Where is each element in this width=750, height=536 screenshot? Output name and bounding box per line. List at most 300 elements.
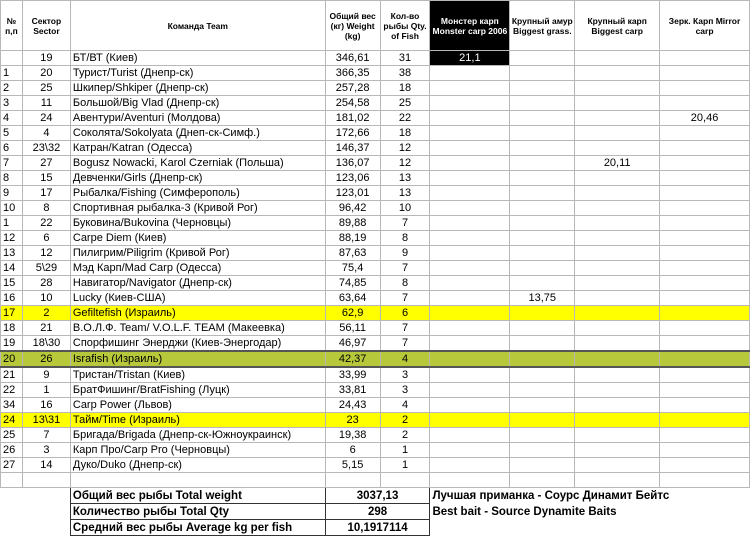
cell-num[interactable]: 12 bbox=[1, 231, 23, 246]
cell-mirror-carp[interactable] bbox=[660, 367, 750, 383]
cell-monster-carp[interactable] bbox=[430, 306, 510, 321]
cell-biggest-grass[interactable] bbox=[510, 398, 575, 413]
cell[interactable] bbox=[430, 520, 750, 536]
cell-biggest-grass[interactable] bbox=[510, 81, 575, 96]
cell-biggest-carp[interactable] bbox=[575, 96, 660, 111]
cell-mirror-carp[interactable] bbox=[660, 276, 750, 291]
cell-team[interactable]: Рыбалка/Fishing (Симферополь) bbox=[70, 186, 325, 201]
cell-weight[interactable]: 42,37 bbox=[325, 351, 380, 367]
cell-monster-carp[interactable] bbox=[430, 231, 510, 246]
cell-weight[interactable]: 56,11 bbox=[325, 321, 380, 336]
cell-biggest-grass[interactable] bbox=[510, 306, 575, 321]
table-row bbox=[1, 201, 750, 216]
cell-biggest-carp[interactable] bbox=[575, 111, 660, 126]
cell-num[interactable]: 21 bbox=[1, 367, 23, 383]
cell-qty[interactable]: 7 bbox=[380, 261, 430, 276]
cell-biggest-grass[interactable] bbox=[510, 141, 575, 156]
col-header-sector[interactable]: Сектор Sector bbox=[22, 1, 70, 51]
cell-weight[interactable]: 123,06 bbox=[325, 171, 380, 186]
cell-biggest-carp[interactable] bbox=[575, 51, 660, 66]
cell-num[interactable]: 9 bbox=[1, 186, 23, 201]
cell-team[interactable]: Gefiltefish (Израиль) bbox=[70, 306, 325, 321]
cell-sector[interactable]: 12 bbox=[22, 246, 70, 261]
cell-team[interactable]: Катран/Katran (Одесса) bbox=[70, 141, 325, 156]
cell-qty[interactable]: 22 bbox=[380, 111, 430, 126]
cell-team[interactable]: Мэд Карп/Mad Carp (Одесса) bbox=[70, 261, 325, 276]
cell-monster-carp[interactable] bbox=[430, 383, 510, 398]
cell-qty[interactable]: 18 bbox=[380, 126, 430, 141]
cell-team[interactable]: Спорфишинг Энерджи (Киев-Энергодар) bbox=[70, 336, 325, 352]
cell-qty[interactable]: 7 bbox=[380, 216, 430, 231]
cell-biggest-grass[interactable] bbox=[510, 126, 575, 141]
cell-sector[interactable]: 24 bbox=[22, 111, 70, 126]
cell-weight[interactable]: 75,4 bbox=[325, 261, 380, 276]
cell-num[interactable]: 3 bbox=[1, 96, 23, 111]
cell-qty[interactable]: 8 bbox=[380, 231, 430, 246]
summary-row-total-weight bbox=[1, 488, 750, 504]
cell-num[interactable]: 14 bbox=[1, 261, 23, 276]
cell-biggest-grass[interactable] bbox=[510, 383, 575, 398]
cell-sector[interactable]: 15 bbox=[22, 171, 70, 186]
cell-team[interactable]: Бригада/Brigada (Днепр-ск-Южноукраинск) bbox=[70, 428, 325, 443]
cell-sector[interactable]: 19 bbox=[22, 51, 70, 66]
cell-qty[interactable]: 38 bbox=[380, 66, 430, 81]
cell[interactable] bbox=[430, 473, 510, 488]
cell-sector[interactable]: 11 bbox=[22, 96, 70, 111]
cell-num[interactable]: 1 bbox=[1, 216, 23, 231]
cell-team[interactable]: Bogusz Nowacki, Karol Czerniak (Польша) bbox=[70, 156, 325, 171]
cell-monster-carp[interactable]: 21,1 bbox=[430, 51, 510, 66]
cell-biggest-grass[interactable] bbox=[510, 201, 575, 216]
cell-sector[interactable]: 17 bbox=[22, 186, 70, 201]
cell-monster-carp[interactable] bbox=[430, 398, 510, 413]
cell-num[interactable]: 15 bbox=[1, 276, 23, 291]
cell-qty[interactable]: 7 bbox=[380, 336, 430, 352]
cell-num[interactable]: 24 bbox=[1, 413, 23, 428]
cell-mirror-carp[interactable] bbox=[660, 383, 750, 398]
cell-weight[interactable]: 346,61 bbox=[325, 51, 380, 66]
cell-sector[interactable]: 23\32 bbox=[22, 141, 70, 156]
cell-biggest-carp[interactable] bbox=[575, 186, 660, 201]
cell-weight[interactable]: 33,81 bbox=[325, 383, 380, 398]
cell-biggest-carp[interactable] bbox=[575, 171, 660, 186]
cell-biggest-grass[interactable] bbox=[510, 156, 575, 171]
cell-qty[interactable]: 6 bbox=[380, 306, 430, 321]
cell-team[interactable]: Lucky (Киев-США) bbox=[70, 291, 325, 306]
cell-team[interactable]: Буковина/Bukovina (Черновцы) bbox=[70, 216, 325, 231]
cell-monster-carp[interactable] bbox=[430, 171, 510, 186]
cell-sector[interactable]: 8 bbox=[22, 201, 70, 216]
cell-biggest-grass[interactable] bbox=[510, 261, 575, 276]
cell[interactable] bbox=[1, 473, 23, 488]
cell-qty[interactable]: 1 bbox=[380, 458, 430, 473]
cell-biggest-grass[interactable] bbox=[510, 171, 575, 186]
cell-biggest-grass[interactable] bbox=[510, 458, 575, 473]
cell-sector[interactable]: 14 bbox=[22, 458, 70, 473]
cell-biggest-carp[interactable] bbox=[575, 351, 660, 367]
table-row bbox=[1, 276, 750, 291]
cell-qty[interactable]: 25 bbox=[380, 96, 430, 111]
cell-biggest-grass[interactable] bbox=[510, 186, 575, 201]
cell[interactable] bbox=[575, 473, 660, 488]
cell-monster-carp[interactable] bbox=[430, 351, 510, 367]
cell-biggest-carp[interactable] bbox=[575, 367, 660, 383]
cell-num[interactable]: 2 bbox=[1, 81, 23, 96]
cell-mirror-carp[interactable] bbox=[660, 261, 750, 276]
cell[interactable] bbox=[22, 473, 70, 488]
cell-biggest-carp[interactable] bbox=[575, 66, 660, 81]
cell-biggest-grass[interactable] bbox=[510, 231, 575, 246]
average-weight-value[interactable]: 10,1917114 bbox=[325, 520, 430, 536]
cell-team[interactable]: Carpe Diem (Киев) bbox=[70, 231, 325, 246]
cell-team[interactable]: В.О.Л.Ф. Team/ V.O.L.F. TEAM (Макеевка) bbox=[70, 321, 325, 336]
cell-biggest-carp[interactable] bbox=[575, 216, 660, 231]
table-row bbox=[1, 246, 750, 261]
cell-num[interactable]: 13 bbox=[1, 246, 23, 261]
cell-num[interactable]: 18 bbox=[1, 321, 23, 336]
cell-mirror-carp[interactable] bbox=[660, 66, 750, 81]
table-row bbox=[1, 216, 750, 231]
cell-sector[interactable]: 22 bbox=[22, 216, 70, 231]
cell-mirror-carp[interactable]: 20,46 bbox=[660, 111, 750, 126]
cell-num[interactable]: 26 bbox=[1, 443, 23, 458]
cell-monster-carp[interactable] bbox=[430, 96, 510, 111]
cell-biggest-carp[interactable] bbox=[575, 81, 660, 96]
cell-biggest-carp[interactable] bbox=[575, 141, 660, 156]
cell-sector[interactable]: 6 bbox=[22, 231, 70, 246]
average-weight-label[interactable]: Средний вес рыбы Average kg per fish bbox=[70, 520, 325, 536]
cell-biggest-carp[interactable] bbox=[575, 231, 660, 246]
cell-biggest-grass[interactable] bbox=[510, 443, 575, 458]
cell-weight[interactable]: 24,43 bbox=[325, 398, 380, 413]
cell-biggest-grass[interactable] bbox=[510, 351, 575, 367]
cell-num[interactable]: 20 bbox=[1, 351, 23, 367]
table-row bbox=[1, 51, 750, 66]
cell-mirror-carp[interactable] bbox=[660, 321, 750, 336]
cell-monster-carp[interactable] bbox=[430, 111, 510, 126]
cell-team[interactable]: Авентури/Aventuri (Молдова) bbox=[70, 111, 325, 126]
cell-num[interactable]: 34 bbox=[1, 398, 23, 413]
cell-mirror-carp[interactable] bbox=[660, 443, 750, 458]
cell-team[interactable]: БТ/ВТ (Киев) bbox=[70, 51, 325, 66]
cell-biggest-carp[interactable] bbox=[575, 246, 660, 261]
cell-num[interactable]: 1 bbox=[1, 66, 23, 81]
cell-mirror-carp[interactable] bbox=[660, 201, 750, 216]
cell-biggest-carp[interactable] bbox=[575, 336, 660, 352]
cell-biggest-grass[interactable] bbox=[510, 111, 575, 126]
cell-mirror-carp[interactable] bbox=[660, 156, 750, 171]
cell-biggest-grass[interactable] bbox=[510, 276, 575, 291]
col-header-team[interactable]: Команда Team bbox=[70, 1, 325, 51]
cell-biggest-grass[interactable] bbox=[510, 428, 575, 443]
cell-team[interactable]: Карп Про/Carp Pro (Черновцы) bbox=[70, 443, 325, 458]
cell-qty[interactable]: 12 bbox=[380, 141, 430, 156]
cell-sector[interactable]: 1 bbox=[22, 383, 70, 398]
cell-weight[interactable]: 89,88 bbox=[325, 216, 380, 231]
cell[interactable] bbox=[660, 473, 750, 488]
cell-biggest-carp[interactable] bbox=[575, 413, 660, 428]
cell-num[interactable]: 17 bbox=[1, 306, 23, 321]
cell-mirror-carp[interactable] bbox=[660, 291, 750, 306]
cell-mirror-carp[interactable] bbox=[660, 458, 750, 473]
cell-mirror-carp[interactable] bbox=[660, 171, 750, 186]
cell-monster-carp[interactable] bbox=[430, 126, 510, 141]
cell-monster-carp[interactable] bbox=[430, 156, 510, 171]
cell-biggest-grass[interactable] bbox=[510, 367, 575, 383]
total-qty-label[interactable]: Количество рыбы Total Qty bbox=[70, 504, 325, 520]
cell-sector[interactable]: 26 bbox=[22, 351, 70, 367]
cell-biggest-grass[interactable]: 13,75 bbox=[510, 291, 575, 306]
cell-num[interactable]: 8 bbox=[1, 171, 23, 186]
cell-monster-carp[interactable] bbox=[430, 367, 510, 383]
cell-sector[interactable]: 28 bbox=[22, 276, 70, 291]
cell-team[interactable]: Дуко/Duko (Днепр-ск) bbox=[70, 458, 325, 473]
cell-num[interactable]: 5 bbox=[1, 126, 23, 141]
cell-sector[interactable]: 9 bbox=[22, 367, 70, 383]
table-row bbox=[1, 398, 750, 413]
cell-num[interactable]: 19 bbox=[1, 336, 23, 352]
cell[interactable] bbox=[1, 504, 23, 520]
cell-biggest-carp[interactable] bbox=[575, 398, 660, 413]
cell-team[interactable]: Большой/Big Vlad (Днепр-ск) bbox=[70, 96, 325, 111]
cell-weight[interactable]: 123,01 bbox=[325, 186, 380, 201]
cell-mirror-carp[interactable] bbox=[660, 351, 750, 367]
cell-sector[interactable]: 4 bbox=[22, 126, 70, 141]
cell-weight[interactable]: 5,15 bbox=[325, 458, 380, 473]
cell-monster-carp[interactable] bbox=[430, 291, 510, 306]
cell-mirror-carp[interactable] bbox=[660, 141, 750, 156]
cell-weight[interactable]: 88,19 bbox=[325, 231, 380, 246]
cell-team[interactable]: Навигатор/Navigator (Днепр-ск) bbox=[70, 276, 325, 291]
cell-mirror-carp[interactable] bbox=[660, 231, 750, 246]
table-row bbox=[1, 443, 750, 458]
cell[interactable] bbox=[1, 520, 23, 536]
cell-qty[interactable]: 3 bbox=[380, 383, 430, 398]
cell-biggest-grass[interactable] bbox=[510, 336, 575, 352]
cell-biggest-carp[interactable] bbox=[575, 291, 660, 306]
cell[interactable] bbox=[1, 488, 23, 504]
cell-qty[interactable]: 13 bbox=[380, 186, 430, 201]
cell-biggest-grass[interactable] bbox=[510, 96, 575, 111]
col-header-biggest-carp[interactable]: Крупный карп Biggest carp bbox=[575, 1, 660, 51]
cell-mirror-carp[interactable] bbox=[660, 81, 750, 96]
table-row bbox=[1, 413, 750, 428]
table-row bbox=[1, 96, 750, 111]
cell-mirror-carp[interactable] bbox=[660, 413, 750, 428]
cell-weight[interactable]: 6 bbox=[325, 443, 380, 458]
cell-weight[interactable]: 23 bbox=[325, 413, 380, 428]
table-row bbox=[1, 367, 750, 383]
cell-qty[interactable]: 13 bbox=[380, 171, 430, 186]
cell-biggest-grass[interactable] bbox=[510, 66, 575, 81]
cell-team[interactable]: Соколята/Sokolyata (Днеп-ск-Симф.) bbox=[70, 126, 325, 141]
cell-mirror-carp[interactable] bbox=[660, 306, 750, 321]
table-row bbox=[1, 111, 750, 126]
cell-sector[interactable]: 16 bbox=[22, 398, 70, 413]
cell-mirror-carp[interactable] bbox=[660, 428, 750, 443]
cell-qty[interactable]: 4 bbox=[380, 398, 430, 413]
cell-biggest-carp[interactable] bbox=[575, 306, 660, 321]
cell-biggest-grass[interactable] bbox=[510, 216, 575, 231]
cell-monster-carp[interactable] bbox=[430, 246, 510, 261]
cell-qty[interactable]: 2 bbox=[380, 413, 430, 428]
cell-qty[interactable]: 10 bbox=[380, 201, 430, 216]
cell-qty[interactable]: 18 bbox=[380, 81, 430, 96]
cell-num[interactable]: 27 bbox=[1, 458, 23, 473]
cell-monster-carp[interactable] bbox=[430, 413, 510, 428]
cell-weight[interactable]: 181,02 bbox=[325, 111, 380, 126]
cell-monster-carp[interactable] bbox=[430, 186, 510, 201]
cell-weight[interactable]: 87,63 bbox=[325, 246, 380, 261]
cell[interactable] bbox=[22, 520, 70, 536]
cell-qty[interactable]: 12 bbox=[380, 156, 430, 171]
cell-biggest-carp[interactable] bbox=[575, 261, 660, 276]
cell-sector[interactable]: 25 bbox=[22, 81, 70, 96]
cell-weight[interactable]: 46,97 bbox=[325, 336, 380, 352]
cell-qty[interactable]: 1 bbox=[380, 443, 430, 458]
cell-team[interactable]: БратФишинг/BratFishing (Луцк) bbox=[70, 383, 325, 398]
cell-num[interactable]: 10 bbox=[1, 201, 23, 216]
cell-sector[interactable]: 13\31 bbox=[22, 413, 70, 428]
cell-team[interactable]: Спортивная рыбалка-3 (Кривой Рог) bbox=[70, 201, 325, 216]
cell-mirror-carp[interactable] bbox=[660, 96, 750, 111]
cell-weight[interactable]: 366,35 bbox=[325, 66, 380, 81]
cell-mirror-carp[interactable] bbox=[660, 186, 750, 201]
cell-weight[interactable]: 96,42 bbox=[325, 201, 380, 216]
cell-qty[interactable]: 8 bbox=[380, 276, 430, 291]
cell-qty[interactable]: 4 bbox=[380, 351, 430, 367]
cell-monster-carp[interactable] bbox=[430, 66, 510, 81]
cell-mirror-carp[interactable] bbox=[660, 398, 750, 413]
col-header-biggest-grass[interactable]: Крупный амур Biggest grass. bbox=[510, 1, 575, 51]
cell-qty[interactable]: 9 bbox=[380, 246, 430, 261]
cell[interactable] bbox=[70, 473, 325, 488]
cell-num[interactable]: 25 bbox=[1, 428, 23, 443]
cell[interactable] bbox=[22, 488, 70, 504]
total-qty-value[interactable]: 298 bbox=[325, 504, 430, 520]
cell-biggest-carp[interactable] bbox=[575, 383, 660, 398]
best-bait-en[interactable]: Best bait - Source Dynamite Baits bbox=[432, 505, 617, 518]
cell-biggest-carp[interactable] bbox=[575, 458, 660, 473]
cell-monster-carp[interactable] bbox=[430, 261, 510, 276]
cell-sector[interactable]: 21 bbox=[22, 321, 70, 336]
cell-sector[interactable]: 20 bbox=[22, 66, 70, 81]
table-row bbox=[1, 126, 750, 141]
cell-sector[interactable]: 2 bbox=[22, 306, 70, 321]
best-bait-ru[interactable]: Лучшая приманка - Соурс Динамит Бейтс bbox=[432, 489, 670, 502]
cell-mirror-carp[interactable] bbox=[660, 126, 750, 141]
cell-biggest-grass[interactable] bbox=[510, 51, 575, 66]
cell-weight[interactable]: 63,64 bbox=[325, 291, 380, 306]
col-header-qty[interactable]: Кол-во рыбы Qty. of Fish bbox=[380, 1, 430, 51]
cell-mirror-carp[interactable] bbox=[660, 336, 750, 352]
cell-sector[interactable]: 18\30 bbox=[22, 336, 70, 352]
cell-biggest-carp[interactable]: 20,11 bbox=[575, 156, 660, 171]
cell-weight[interactable]: 257,28 bbox=[325, 81, 380, 96]
cell-biggest-carp[interactable] bbox=[575, 443, 660, 458]
col-header-num[interactable]: № п,п bbox=[1, 1, 23, 51]
col-header-monster-carp[interactable]: Монстер карп Monster carp 2006 bbox=[430, 1, 510, 51]
cell-monster-carp[interactable] bbox=[430, 336, 510, 352]
cell-monster-carp[interactable] bbox=[430, 276, 510, 291]
cell-biggest-carp[interactable] bbox=[575, 321, 660, 336]
cell-monster-carp[interactable] bbox=[430, 428, 510, 443]
cell-team[interactable]: Девченки/Girls (Днепр-ск) bbox=[70, 171, 325, 186]
cell-biggest-carp[interactable] bbox=[575, 126, 660, 141]
col-header-weight[interactable]: Общий вес (кг) Weight (kg) bbox=[325, 1, 380, 51]
cell-monster-carp[interactable] bbox=[430, 216, 510, 231]
cell-sector[interactable]: 10 bbox=[22, 291, 70, 306]
cell-team[interactable]: Israfish (Израиль) bbox=[70, 351, 325, 367]
cell[interactable] bbox=[380, 473, 430, 488]
cell-weight[interactable]: 33,99 bbox=[325, 367, 380, 383]
cell[interactable] bbox=[22, 504, 70, 520]
cell[interactable] bbox=[510, 473, 575, 488]
cell-weight[interactable]: 74,85 bbox=[325, 276, 380, 291]
cell-biggest-grass[interactable] bbox=[510, 246, 575, 261]
cell-num[interactable]: 7 bbox=[1, 156, 23, 171]
cell-team[interactable]: Пилигрим/Piligrim (Кривой Рог) bbox=[70, 246, 325, 261]
cell-biggest-carp[interactable] bbox=[575, 276, 660, 291]
cell-team[interactable]: Тристан/Tristan (Киев) bbox=[70, 367, 325, 383]
cell-qty[interactable]: 2 bbox=[380, 428, 430, 443]
cell-sector[interactable]: 3 bbox=[22, 443, 70, 458]
cell-weight[interactable]: 172,66 bbox=[325, 126, 380, 141]
cell-monster-carp[interactable] bbox=[430, 458, 510, 473]
cell-team[interactable]: Тайм/Time (Израиль) bbox=[70, 413, 325, 428]
cell-mirror-carp[interactable] bbox=[660, 51, 750, 66]
cell-monster-carp[interactable] bbox=[430, 443, 510, 458]
cell-biggest-grass[interactable] bbox=[510, 413, 575, 428]
cell-num[interactable]: 4 bbox=[1, 111, 23, 126]
cell-qty[interactable]: 31 bbox=[380, 51, 430, 66]
cell-biggest-grass[interactable] bbox=[510, 321, 575, 336]
cell-weight[interactable]: 19,38 bbox=[325, 428, 380, 443]
cell-sector[interactable]: 27 bbox=[22, 156, 70, 171]
cell-mirror-carp[interactable] bbox=[660, 216, 750, 231]
cell-num[interactable]: 6 bbox=[1, 141, 23, 156]
cell-weight[interactable]: 62,9 bbox=[325, 306, 380, 321]
cell-qty[interactable]: 7 bbox=[380, 321, 430, 336]
table-row bbox=[1, 186, 750, 201]
cell-qty[interactable]: 7 bbox=[380, 291, 430, 306]
cell-biggest-carp[interactable] bbox=[575, 201, 660, 216]
cell-num[interactable] bbox=[1, 51, 23, 66]
cell-team[interactable]: Carp Power (Львов) bbox=[70, 398, 325, 413]
cell[interactable] bbox=[325, 473, 380, 488]
cell-sector[interactable]: 7 bbox=[22, 428, 70, 443]
cell-monster-carp[interactable] bbox=[430, 141, 510, 156]
table-row bbox=[1, 156, 750, 171]
col-header-mirror-carp[interactable]: Зерк. Карп Mirror carp bbox=[660, 1, 750, 51]
cell-weight[interactable]: 136,07 bbox=[325, 156, 380, 171]
cell-weight[interactable]: 146,37 bbox=[325, 141, 380, 156]
cell-sector[interactable]: 5\29 bbox=[22, 261, 70, 276]
cell-weight[interactable]: 254,58 bbox=[325, 96, 380, 111]
cell-team[interactable]: Шкипер/Shkiper (Днепр-ск) bbox=[70, 81, 325, 96]
cell-monster-carp[interactable] bbox=[430, 81, 510, 96]
cell-monster-carp[interactable] bbox=[430, 321, 510, 336]
total-weight-value[interactable]: 3037,13 bbox=[325, 488, 430, 504]
cell-biggest-carp[interactable] bbox=[575, 428, 660, 443]
cell-monster-carp[interactable] bbox=[430, 201, 510, 216]
total-weight-label[interactable]: Общий вес рыбы Total weight bbox=[70, 488, 325, 504]
cell-mirror-carp[interactable] bbox=[660, 246, 750, 261]
cell-num[interactable]: 22 bbox=[1, 383, 23, 398]
cell-num[interactable]: 16 bbox=[1, 291, 23, 306]
cell-team[interactable]: Турист/Turist (Днепр-ск) bbox=[70, 66, 325, 81]
cell-qty[interactable]: 3 bbox=[380, 367, 430, 383]
